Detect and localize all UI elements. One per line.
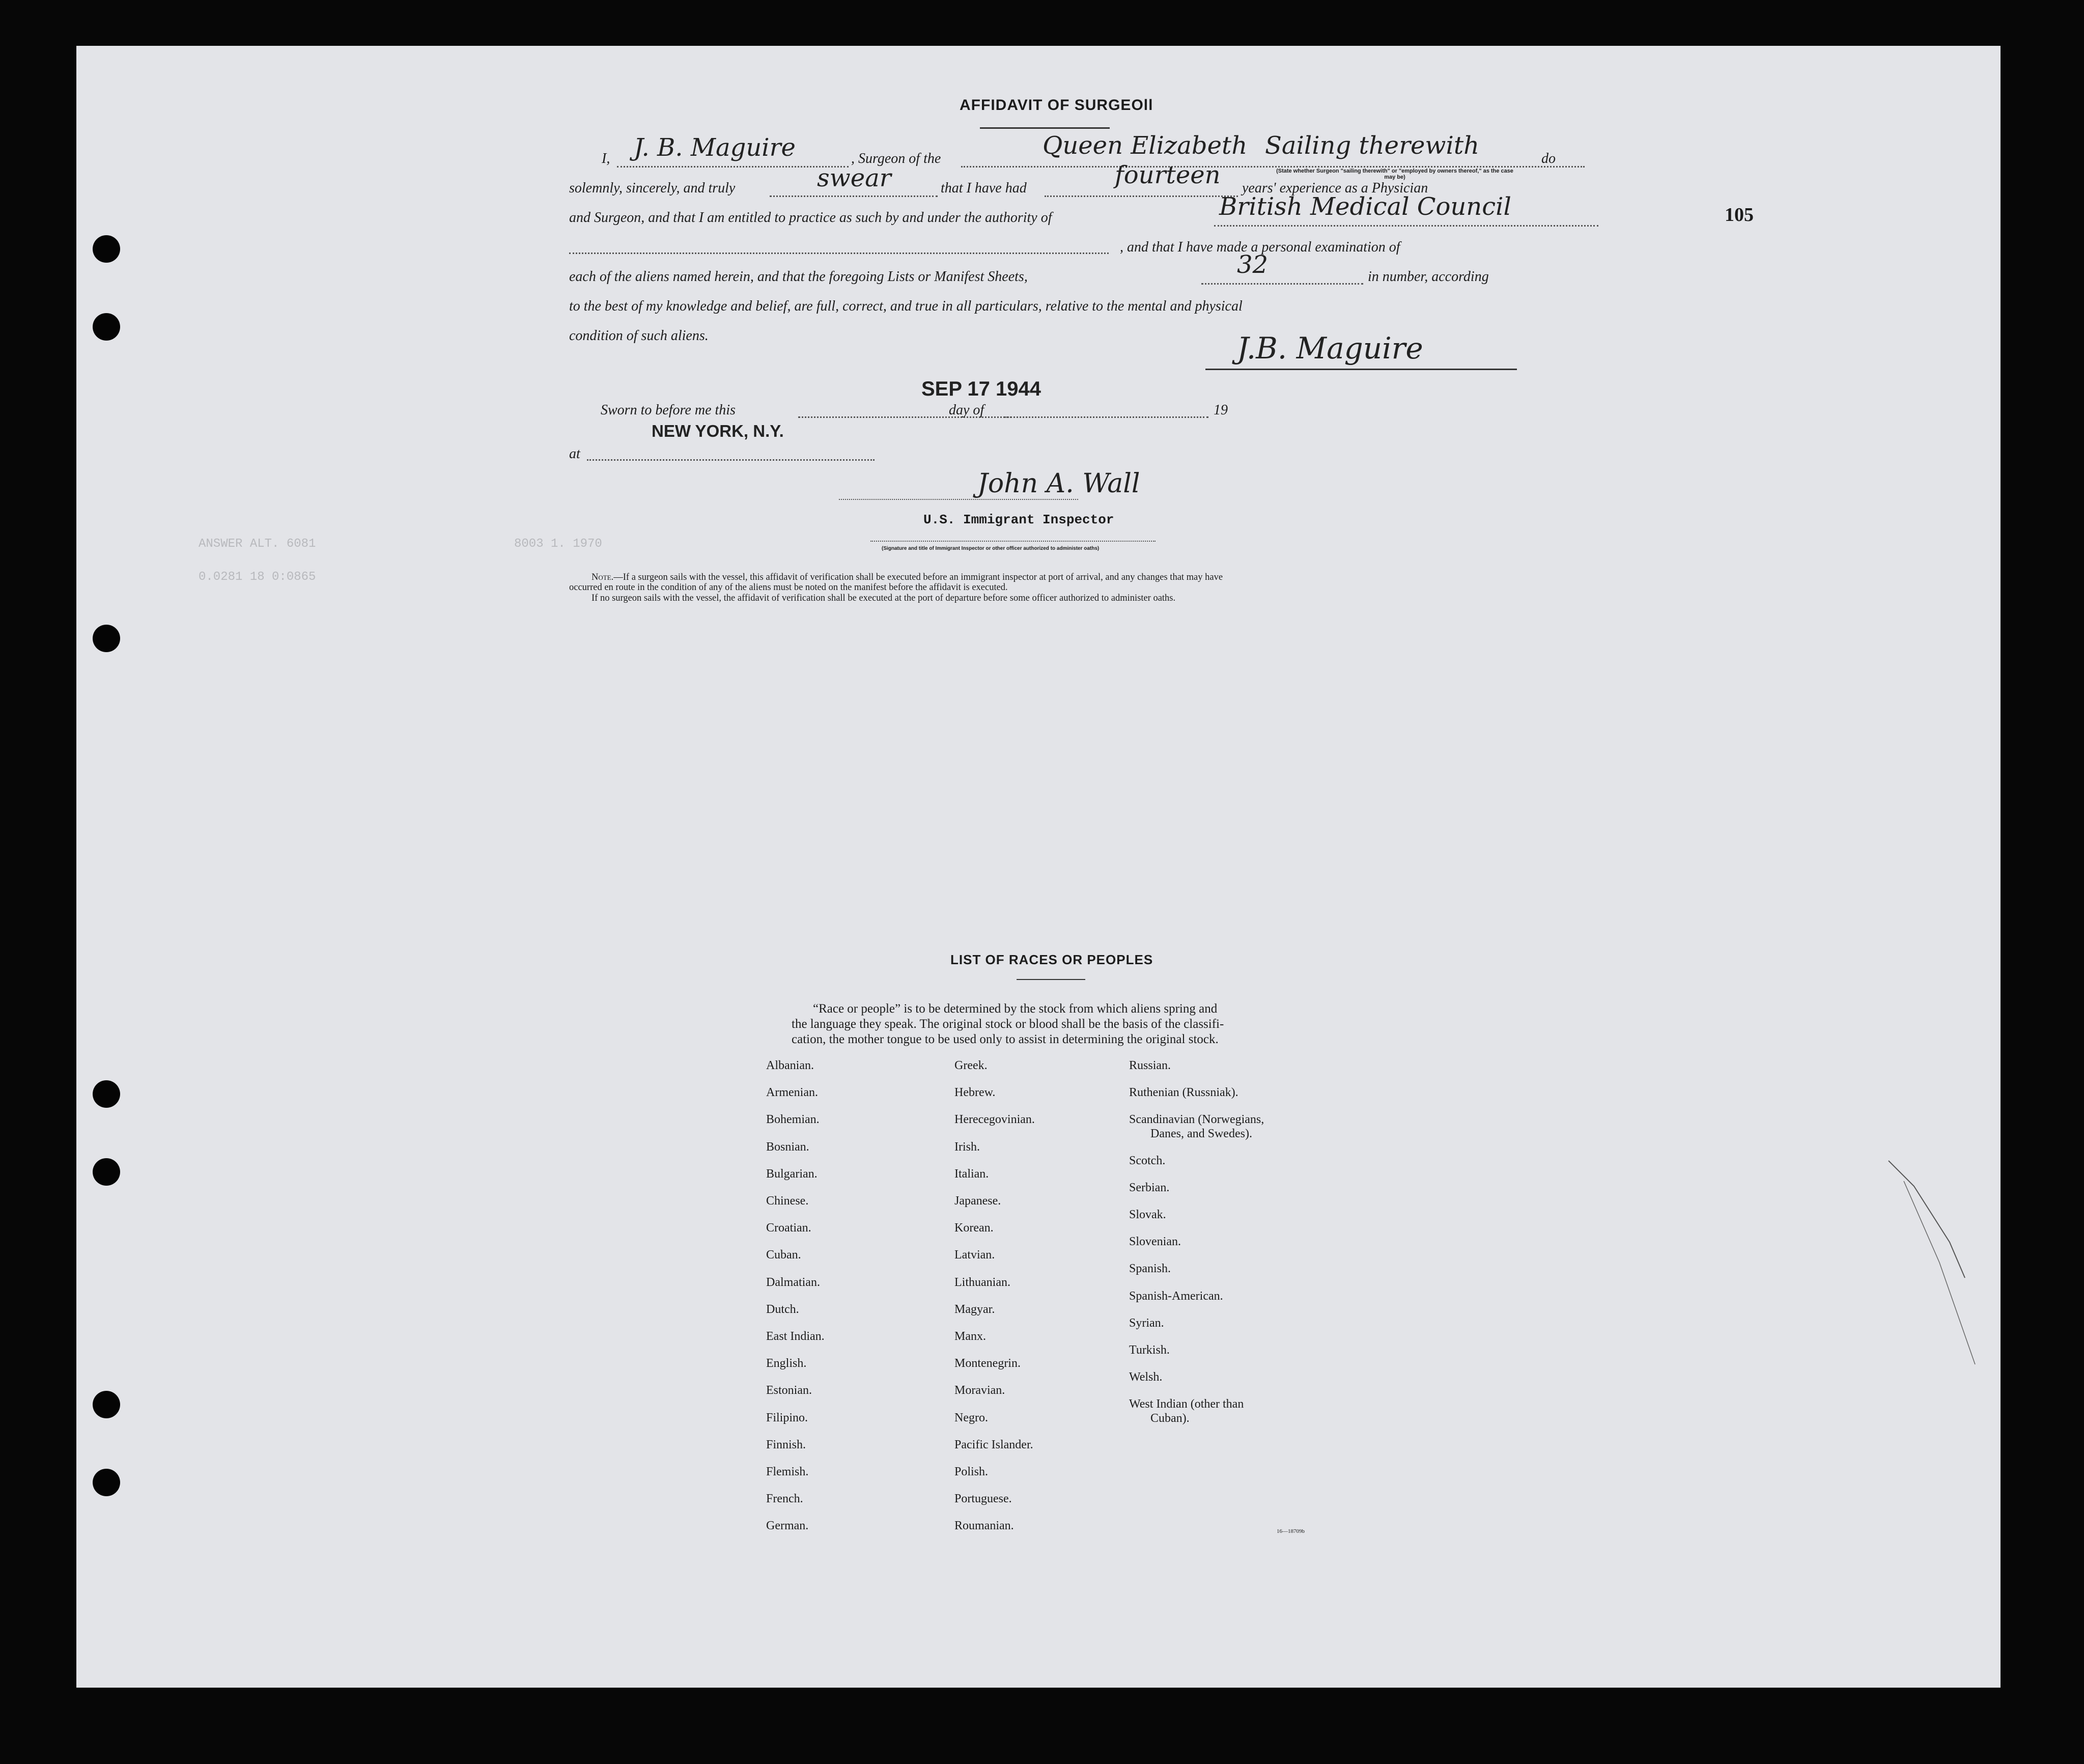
race-entry: Manx. [954,1330,986,1343]
years-handwritten: fourteen [1115,161,1221,189]
race-entry: Polish. [954,1465,989,1478]
race-entry: French. [766,1492,803,1506]
signature-line [1205,369,1517,370]
affidavit-text: 19 [1214,402,1228,418]
surgeon-name-handwritten: J. B. Maguire [634,133,796,162]
race-entry: Pacific Islander. [954,1438,1033,1451]
name-line [617,166,849,167]
race-entry: Herecegovinian. [954,1113,1035,1127]
race-entry: East Indian. [766,1330,825,1343]
surgeon-capacity-handwritten: Sailing therewith [1265,131,1480,160]
race-entry: Montenegrin. [954,1357,1021,1370]
ship-name-handwritten: Queen Elizabeth [1043,131,1248,160]
race-entry: Croatian. [766,1221,811,1235]
punch-hole [93,235,120,263]
affidavit-title: AFFIDAVIT OF SURGEOll [960,97,1153,114]
race-entry: West Indian (other than [1129,1397,1244,1411]
authority-continuation-line [569,253,1109,254]
affidavit-text: Sworn to before me this [601,402,736,418]
race-entry: Lithuanian. [954,1275,1010,1289]
place-line [587,459,875,461]
race-entry: Dutch. [766,1302,799,1316]
place-stamp: NEW YORK, N.Y. [652,422,784,440]
note-text: —If a surgeon sails with the vessel, this affidavit of verification shall be executed before an immigrant inspector at port of arrival, and any changes that may have [613,572,1223,582]
punch-hole [93,313,120,341]
race-entry: Slovak. [1129,1208,1166,1221]
race-entry: Armenian. [766,1086,818,1100]
authority-handwritten: British Medical Council [1219,192,1511,221]
race-entry: Russian. [1129,1059,1171,1072]
race-entry: Portuguese. [954,1492,1012,1506]
race-entry: Scotch. [1129,1154,1166,1167]
races-intro-line: cation, the mother tongue to be used only to assist in determining the original stock. [792,1032,1219,1046]
race-entry: Hebrew. [954,1086,996,1100]
punch-hole [93,1391,120,1418]
affidavit-text: in number, according [1368,269,1489,285]
race-entry: Ruthenian (Russniak). [1129,1086,1238,1100]
race-entry: Finnish. [766,1438,806,1451]
ship-line [961,166,1585,167]
race-entry: Negro. [954,1411,988,1424]
sworn-month-line [1004,416,1208,418]
affidavit-text: years' experience as a Physician [1242,180,1428,196]
races-intro-line: “Race or people” is to be determined by the stock from which aliens spring and [813,1002,1218,1016]
affidavit-text: , and that I have made a personal examination of [1120,239,1400,255]
title-rule [980,127,1110,129]
race-entry: Dalmatian. [766,1275,820,1289]
race-entry: Cuban. [766,1248,801,1262]
affidavit-text: do [1541,151,1556,166]
race-entry: Flemish. [766,1465,809,1478]
punch-hole [93,1080,120,1108]
race-entry: Danes, and Swedes). [1150,1127,1252,1140]
sheets-line [1201,283,1363,285]
scratch-marks [1883,1156,1985,1380]
capacity-note: (State whether Surgeon "sailing therewith" or "employed by owners thereof," as the case may be) [1276,168,1513,180]
race-entry: Scandinavian (Norwegians, [1129,1113,1264,1127]
inspector-signature-line [839,499,1078,500]
affidavit-text: , Surgeon of the [851,151,941,166]
race-entry: Filipino. [766,1411,808,1424]
race-entry: Welsh. [1129,1370,1163,1384]
affidavit-text: day of [949,402,984,418]
document-page [76,46,2001,1688]
note-label: Note. [592,572,614,582]
races-rule [1017,979,1085,980]
race-entry: Korean. [954,1221,994,1235]
date-stamp: SEP 17 1944 [921,378,1041,400]
race-entry: Spanish-American. [1129,1289,1223,1303]
punch-hole [93,1469,120,1496]
race-entry: Slovenian. [1129,1235,1181,1249]
race-entry: Magyar. [954,1302,995,1316]
ghost-text: ANSWER ALT. 6081 [199,537,316,551]
ghost-text: 0.0281 18 0:0865 [199,570,316,584]
race-entry: Italian. [954,1167,989,1181]
form-code: 16—18709b [1277,1528,1305,1534]
affidavit-text: condition of such aliens. [569,328,709,344]
inspector-caption: (Signature and title of Immigrant Inspector or other officer authorized to administer oaths) [882,546,1100,551]
affidavit-text: at [569,446,580,462]
race-entry: Japanese. [954,1194,1001,1208]
affidavit-text: to the best of my knowledge and belief, are full, correct, and true in all particulars, relative to the mental and physical [569,298,1243,314]
affidavit-text: each of the aliens named herein, and that the foregoing Lists or Manifest Sheets, [569,269,1028,285]
years-line [1045,195,1238,197]
races-title: LIST OF RACES OR PEOPLES [950,952,1153,967]
note-line-3: If no surgeon sails with the vessel, the affidavit of verification shall be executed at the port of departure before some officer authorized to administer oaths. [592,593,1176,603]
page-number: 105 [1725,204,1754,226]
authority-line [1214,225,1598,227]
inspector-title-line [870,541,1156,542]
verb-line [770,195,938,197]
surgeon-signature: J.B. Maguire [1237,331,1423,366]
race-entry: Roumanian. [954,1519,1014,1533]
punch-hole [93,625,120,652]
note-line-1 [592,572,1223,583]
oath-verb-handwritten: swear [817,164,891,192]
affidavit-text: I, [602,151,610,166]
punch-hole [93,1158,120,1186]
race-entry: Spanish. [1129,1262,1171,1276]
race-entry: Chinese. [766,1194,809,1208]
note-line-2: occurred en route in the condition of any of the aliens must be noted on the manifest before the affidavit is executed. [569,582,1008,593]
sheets-count-handwritten: 32 [1237,250,1269,279]
race-entry: Serbian. [1129,1181,1170,1194]
race-entry: Albanian. [766,1059,814,1072]
race-entry: Irish. [954,1140,980,1154]
inspector-signature: John A. Wall [977,468,1140,499]
race-entry: Moravian. [954,1384,1005,1397]
race-entry: Latvian. [954,1248,995,1262]
race-entry: Bulgarian. [766,1167,818,1181]
race-entry: Cuban). [1150,1411,1190,1425]
race-entry: Bosnian. [766,1140,809,1154]
affidavit-text: and Surgeon, and that I am entitled to practice as such by and under the authority of [569,210,1052,226]
affidavit-text: solemnly, sincerely, and truly [569,180,736,196]
ghost-text: 8003 1. 1970 [514,537,602,551]
race-entry: German. [766,1519,809,1533]
race-entry: English. [766,1357,807,1370]
race-entry: Bohemian. [766,1113,820,1127]
race-entry: Turkish. [1129,1343,1170,1357]
races-intro-line: the language they speak. The original stock or blood shall be the basis of the classifi- [792,1017,1224,1031]
race-entry: Estonian. [766,1384,812,1397]
race-entry: Greek. [954,1059,988,1072]
race-entry: Syrian. [1129,1316,1164,1330]
affidavit-text: that I have had [941,180,1027,196]
inspector-title: U.S. Immigrant Inspector [923,512,1114,527]
